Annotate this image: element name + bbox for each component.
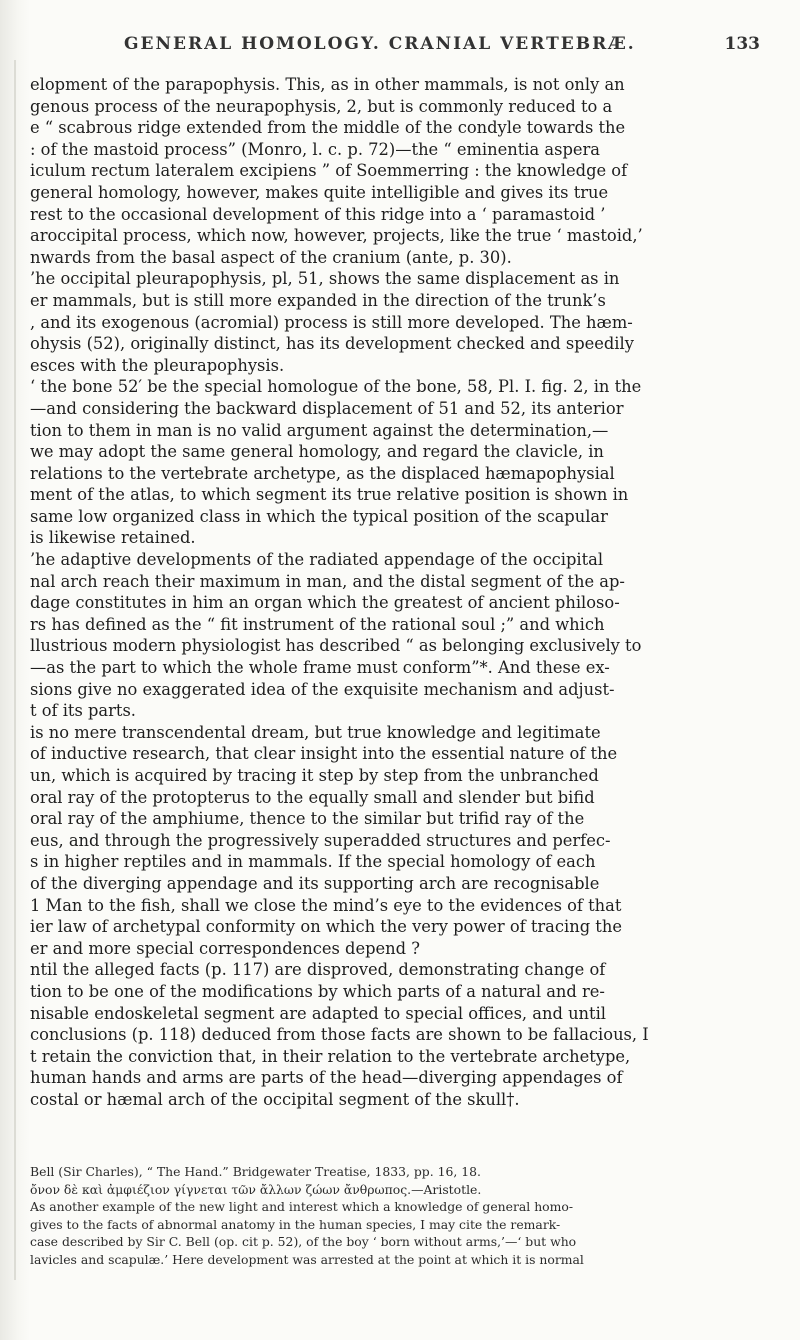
footnote-line: gives to the facts of abnormal anatomy in the human species, I may cite the remark-	[30, 1216, 561, 1232]
text-line: relations to the vertebrate archetype, as the displaced hæmapophysial	[30, 463, 615, 483]
footnote-line: Bell (Sir Charles), “ The Hand.” Bridgewater Treatise, 1833, pp. 16, 18.	[30, 1164, 481, 1179]
text-line: we may adopt the same general homology, and regard the clavicle, in	[30, 442, 604, 462]
text-line: of the diverging appendage and its supporting arch are recognisable	[30, 873, 600, 893]
text-line: conclusions (p. 118) deduced from those facts are shown to be fallacious, I	[30, 1025, 649, 1045]
text-line: is likewise retained.	[30, 528, 196, 548]
text-line: ’he occipital pleurapophysis, pl, 51, shows the same displacement as in	[30, 269, 620, 289]
text-line: llustrious modern physiologist has described “ as belonging exclusively to	[30, 636, 642, 656]
text-line: ntil the alleged facts (p. 117) are disproved, demonstrating change of	[30, 960, 606, 980]
footnote-line: ὄνον δὲ καὶ ἀμφιέζιον γίγνεται τῶν ἄλλων ζώων ἄνθρωπος.—Aristotle.	[30, 1181, 482, 1197]
footnote-line: As another example of the new light and interest which a knowledge of general homo-	[30, 1199, 574, 1215]
text-line: esces with the pleurapophysis.	[30, 355, 285, 375]
text-line: of inductive research, that clear insight into the essential nature of the	[30, 744, 618, 764]
text-line: rs has defined as the “ fit instrument of the rational soul ;” and which	[30, 614, 605, 634]
text-line: sions give no exaggerated idea of the exquisite mechanism and adjust-	[30, 679, 615, 699]
text-line: ‘ the bone 52′ be the special homologue of the bone, 58, Pl. I. fig. 2, in the	[30, 377, 642, 397]
text-line: ier law of archetypal conformity on which the very power of tracing the	[30, 917, 622, 937]
text-line: eus, and through the progressively superadded structures and perfec-	[30, 830, 611, 850]
text-line: t retain the conviction that, in their relation to the vertebrate archetype,	[30, 1046, 631, 1066]
text-line: er and more special correspondences depend ?	[30, 938, 420, 958]
text-line: ment of the atlas, to which segment its true relative position is shown in	[30, 485, 629, 505]
footnotes	[30, 1163, 770, 1269]
text-line: tion to them in man is no valid argument against the determination,—	[30, 420, 609, 440]
text-line: dage constitutes in him an organ which the greatest of ancient philoso-	[30, 593, 620, 613]
text-line: un, which is acquired by tracing it step by step from the unbranched	[30, 766, 599, 785]
text-line: nisable endoskeletal segment are adapted to special offices, and until	[30, 1003, 606, 1023]
text-line: iculum rectum lateralem excipiens ” of Soemmerring : the knowledge of	[30, 161, 628, 181]
text-line: —and considering the backward displacement of 51 and 52, its anterior	[30, 398, 624, 418]
text-line: s in higher reptiles and in mammals. If the special homology of each	[30, 852, 596, 872]
text-line: ’he adaptive developments of the radiated appendage of the occipital	[30, 550, 604, 570]
text-line: —as the part to which the whole frame must conform”*. And these ex-	[30, 658, 610, 678]
text-line: aroccipital process, which now, however, projects, like the true ‘ mastoid,’	[30, 226, 643, 246]
text-line: , and its exogenous (acromial) process is still more developed. The hæm-	[30, 312, 633, 332]
body-text	[30, 74, 770, 1111]
text-line: rest to the occasional development of this ridge into a ‘ paramastoid ’	[30, 204, 606, 224]
text-line: tion to be one of the modifications by which parts of a natural and re-	[30, 981, 605, 1001]
text-line: genous process of the neurapophysis, 2, but is commonly reduced to a	[30, 96, 613, 116]
text-line: e “ scabrous ridge extended from the middle of the condyle towards the	[30, 118, 626, 138]
text-line: t of its parts.	[30, 701, 136, 721]
text-line: ohysis (52), originally distinct, has its development checked and speedily	[30, 334, 634, 354]
page-number: 133	[724, 34, 760, 54]
text-line: oral ray of the protopterus to the equally small and slender but bifid	[30, 787, 595, 807]
text-line: elopment of the parapophysis. This, as in other mammals, is not only an	[30, 75, 625, 94]
footnote-line: case described by Sir C. Bell (op. cit p. 52), of the boy ‘ born without arms,’—‘ but who	[30, 1234, 577, 1250]
text-line: : of the mastoid process” (Monro, l. c. p. 72)—the “ eminentia aspera	[30, 139, 600, 159]
text-line: is no mere transcendental dream, but true knowledge and legitimate	[30, 722, 601, 742]
footnote-line: lavicles and scapulæ.’ Here development was arrested at the point at which it is normal	[30, 1251, 584, 1267]
text-line: costal or hæmal arch of the occipital segment of the skull†.	[30, 1089, 520, 1109]
text-line: 1 Man to the fish, shall we close the mind’s eye to the evidences of that	[30, 895, 622, 915]
text-line: human hands and arms are parts of the head—diverging appendages of	[30, 1068, 623, 1088]
running-head	[34, 34, 760, 64]
text-line: nwards from the basal aspect of the cranium (ante, p. 30).	[30, 247, 512, 267]
binding-crease	[14, 60, 16, 1280]
running-title: GENERAL HOMOLOGY. CRANIAL VERTEBRÆ.	[124, 34, 636, 54]
text-line: nal arch reach their maximum in man, and the distal segment of the ap-	[30, 571, 625, 591]
text-line: er mammals, but is still more expanded in the direction of the trunk’s	[30, 290, 606, 310]
text-line: oral ray of the amphiume, thence to the similar but trifid ray of the	[30, 809, 585, 829]
text-line: same low organized class in which the typical position of the scapular	[30, 506, 608, 526]
text-line: general homology, however, makes quite intelligible and gives its true	[30, 182, 609, 202]
